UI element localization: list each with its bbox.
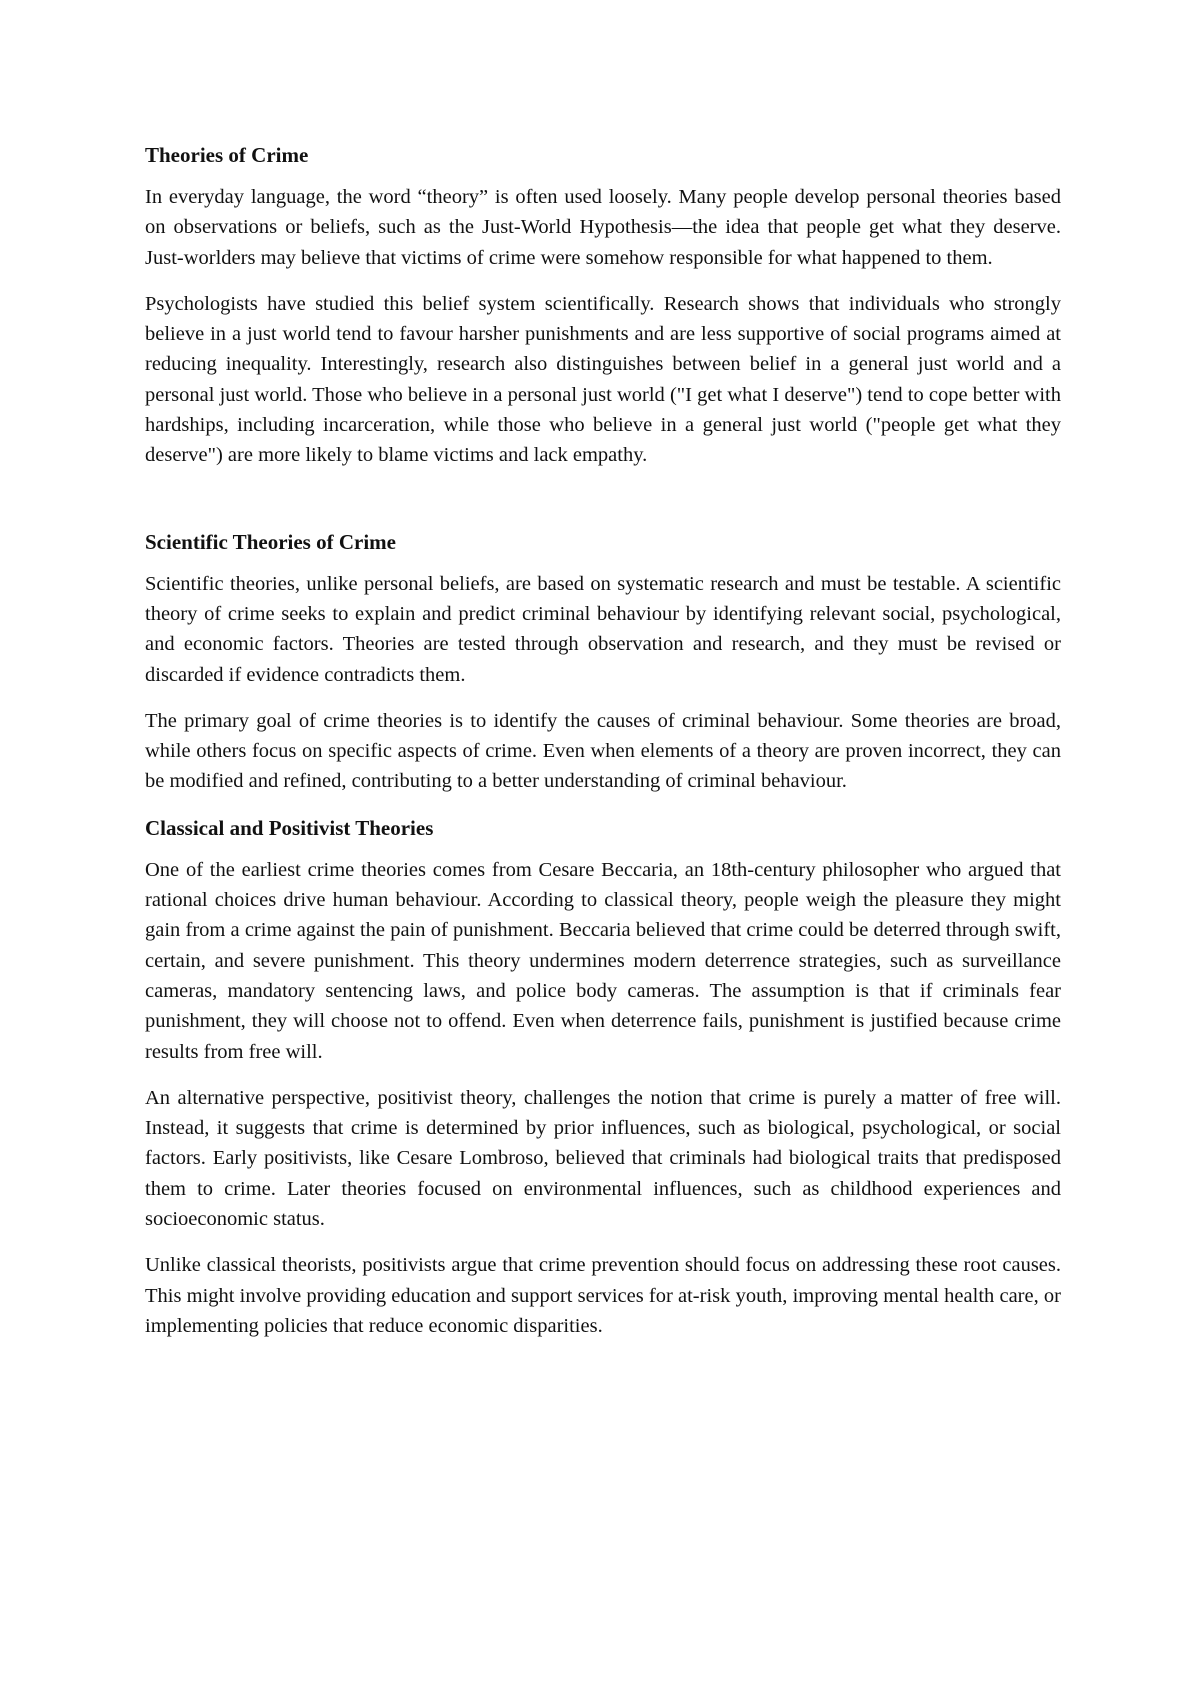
paragraph: The primary goal of crime theories is to identify the causes of criminal behaviour. Some theories are broad, while others focus on specific aspects of crime. Even when elements of a theory are proven incorrect, they can be modified and refined, contributing to a better understanding of criminal behaviour.: [145, 709, 1061, 793]
paragraph: Unlike classical theorists, positivists argue that crime prevention should focus on addressing these root causes. This might involve providing education and support services for at-risk youth, improving mental health care, or implementing policies that reduce economic disparities.: [145, 1254, 1061, 1337]
section-heading-theories-of-crime: Theories of Crime: [145, 143, 309, 167]
section-spacer: [145, 487, 1061, 527]
paragraph: An alternative perspective, positivist theory, challenges the notion that crime is purely a matter of free will. Instead, it suggests that crime is determined by prior influences, such as biological, psychological, or social factors. Early positivists, like Cesare Lombroso, believed that criminals had biological traits that predisposed them to crime. Later theories focused on environmental influences, such as childhood experiences and socioeconomic status.: [145, 1086, 1061, 1231]
paragraph: Scientific theories, unlike personal beliefs, are based on systematic research and must be testable. A scientific theory of crime seeks to explain and predict criminal behaviour by identifying relevant social, psychological, and economic factors. Theories are tested through observation and research, and they must be revised or discarded if evidence contradicts them.: [145, 572, 1061, 686]
document-page: [145, 140, 1061, 1357]
section-heading-scientific-theories: Scientific Theories of Crime: [145, 529, 396, 554]
paragraph: Psychologists have studied this belief system scientifically. Research shows that individuals who strongly believe in a just world tend to favour harsher punishments and are less supportive of social programs aimed at reducing inequality. Interestingly, research also distinguishes between belief in a general just world and a personal just world. Those who believe in a personal just world ("I get what I deserve") tend to cope better with hardships, including incarceration, while those who believe in a general just world ("people get what they deserve") are more likely to blame victims and lack empathy.: [145, 292, 1061, 467]
section-heading-classical-positivist: Classical and Positivist Theories: [145, 815, 434, 840]
paragraph: One of the earliest crime theories comes from Cesare Beccaria, an 18th-century philosopher who argued that rational choices drive human behaviour. According to classical theory, people weigh the pleasure they might gain from a crime against the pain of punishment. Beccaria believed that crime could be deterred through swift, certain, and severe punishment. This theory undermines modern deterrence strategies, such as surveillance cameras, mandatory sentencing laws, and police body cameras. The assumption is that if criminals fear punishment, they will choose not to offend. Even when deterrence fails, punishment is justified because crime results from free will.: [145, 858, 1061, 1063]
paragraph: In everyday language, the word “theory” is often used loosely. Many people develop personal theories based on observations or beliefs, such as the Just-World Hypothesis—the idea that people get what they deserve. Just-worlders may believe that victims of crime were somehow responsible for what happened to them.: [145, 186, 1061, 269]
